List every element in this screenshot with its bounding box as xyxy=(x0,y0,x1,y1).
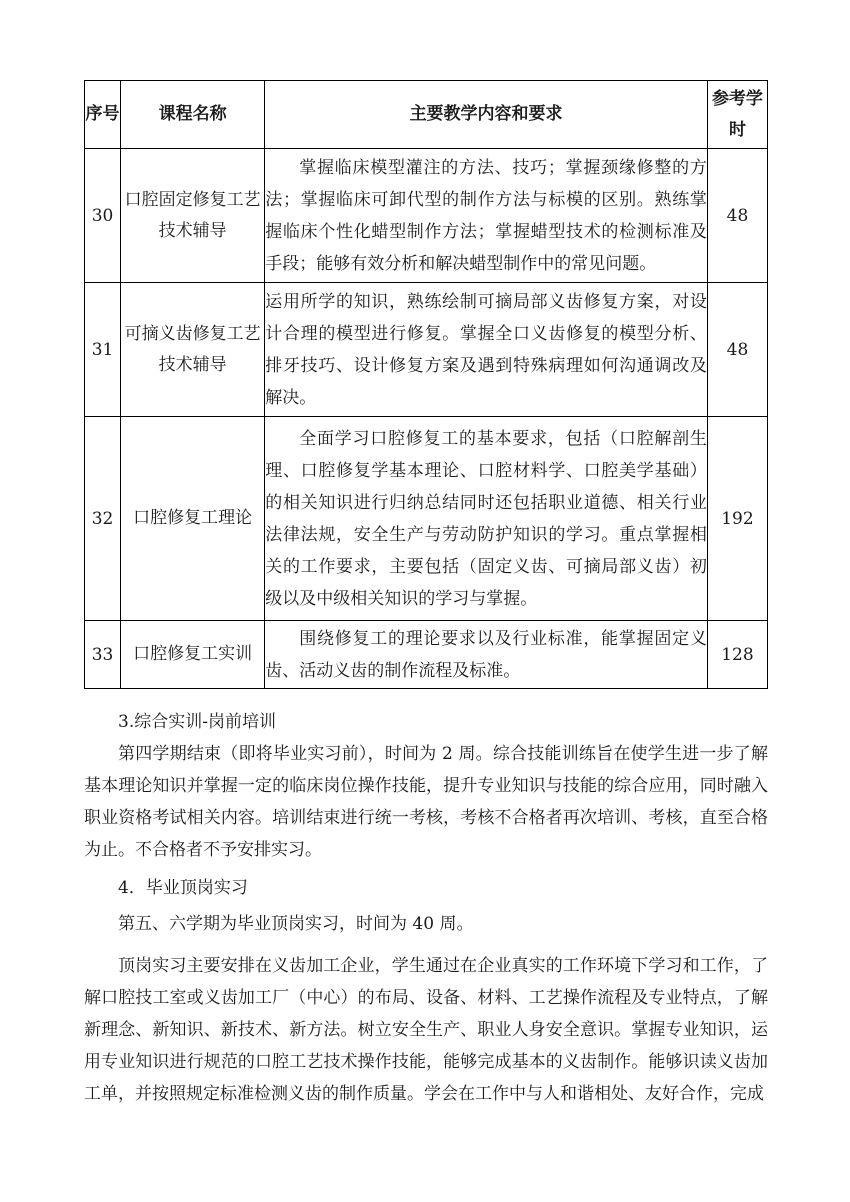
section-paragraph-3: 第四学期结束（即将毕业实习前），时间为 2 周。综合技能训练旨在使学生进一步了解基本理论知识并掌握一定的临床岗位操作技能，提升专业知识与技能的综合应用，同时融入职业资格考试相关内容。培训结束进行统一考核，考核不合格者再次培训、考核，直至合格为止。不合格者不予安排实习。 xyxy=(84,744,768,860)
row-course-name: 口腔修复工理论 xyxy=(121,417,265,621)
row-content: 运用所学的知识，熟练绘制可摘局部义齿修复方案，对设计合理的模型进行修复。掌握全口义齿修复的模型分析、排牙技巧、设计修复方案及遇到特殊病理如何沟通调改及解决。 xyxy=(265,283,708,417)
section-text-block xyxy=(84,706,768,1110)
section-paragraph-4a: 第五、六学期为毕业顶岗实习，时间为 40 周。 xyxy=(118,914,474,934)
row-hours: 128 xyxy=(707,621,767,689)
row-no: 30 xyxy=(85,149,121,283)
header-hours: 参考学时 xyxy=(707,81,767,149)
row-no: 33 xyxy=(85,621,121,689)
table-header-row xyxy=(85,81,768,149)
table-row xyxy=(85,417,768,621)
row-no: 32 xyxy=(85,417,121,621)
row-hours: 48 xyxy=(707,149,767,283)
row-hours: 192 xyxy=(707,417,767,621)
row-course-name: 口腔修复工实训 xyxy=(121,621,265,689)
row-content: 围绕修复工的理论要求以及行业标准，能掌握固定义齿、活动义齿的制作流程及标准。 xyxy=(265,621,708,689)
row-content: 全面学习口腔修复工的基本要求，包括（口腔解剖生理、口腔修复学基本理论、口腔材料学、口腔美学基础）的相关知识进行归纳总结同时还包括职业道德、相关行业法律法规，安全生产与劳动防护知识的学习。重点掌握相关的工作要求，主要包括（固定义齿、可摘局部义齿）初级以及中级相关知识的学习与掌握。 xyxy=(265,417,708,621)
row-course-name: 可摘义齿修复工艺技术辅导 xyxy=(121,283,265,417)
row-hours: 48 xyxy=(707,283,767,417)
course-table xyxy=(84,80,768,689)
header-no: 序号 xyxy=(85,81,121,149)
header-course-name: 课程名称 xyxy=(121,81,265,149)
section-heading-4: 4．毕业顶岗实习 xyxy=(118,878,248,898)
section-paragraph-4b: 顶岗实习主要安排在义齿加工企业，学生通过在企业真实的工作环境下学习和工作，了解口腔技工室或义齿加工厂（中心）的布局、设备、材料、工艺操作流程及专业特点，了解新理念、新知识、新技术、新方法。树立安全生产、职业人身安全意识。掌握专业知识，运用专业知识进行规范的口腔工艺技术操作技能，能够完成基本的义齿制作。能够识读义齿加工单，并按照规定标准检测义齿的制作质量。学会在工作中与人和谐相处、友好合作，完成 xyxy=(84,956,768,1104)
table-row xyxy=(85,283,768,417)
row-course-name: 口腔固定修复工艺技术辅导 xyxy=(121,149,265,283)
table-row xyxy=(85,149,768,283)
header-content: 主要教学内容和要求 xyxy=(265,81,708,149)
section-heading-3: 3.综合实训-岗前培训 xyxy=(118,712,276,732)
row-no: 31 xyxy=(85,283,121,417)
row-content: 掌握临床模型灌注的方法、技巧；掌握颈缘修整的方法；掌握临床可卸代型的制作方法与标模的区别。熟练掌握临床个性化蜡型制作方法；掌握蜡型技术的检测标准及手段；能够有效分析和解决蜡型制作中的常见问题。 xyxy=(265,149,708,283)
table-row xyxy=(85,621,768,689)
